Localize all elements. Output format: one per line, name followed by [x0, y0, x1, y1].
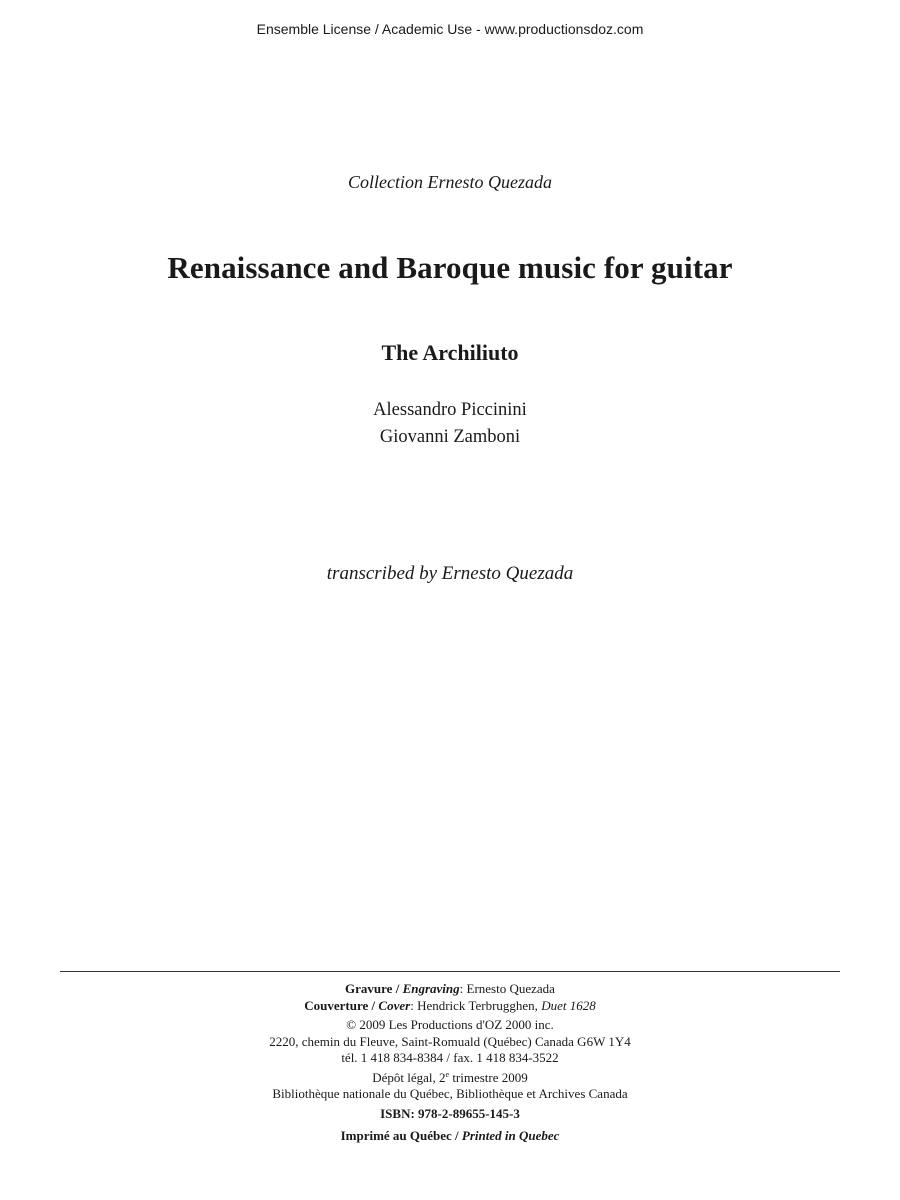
- printed-label-fr: Imprimé au Québec: [340, 1128, 452, 1143]
- license-header: Ensemble License / Academic Use - www.productionsdoz.com: [256, 21, 644, 37]
- legal-deposit-prefix: Dépôt légal, 2: [372, 1069, 446, 1085]
- engraving-label-fr: Gravure: [345, 981, 393, 996]
- cover-work: Duet 1628: [541, 997, 596, 1013]
- isbn: ISBN: 978-2-89655-145-3: [380, 1105, 520, 1121]
- engraving-value: : Ernesto Quezada: [459, 981, 555, 996]
- page-title: Renaissance and Baroque music for guitar: [167, 250, 733, 285]
- cover-label-fr: Couverture: [304, 997, 369, 1013]
- libraries: Bibliothèque nationale du Québec, Bibliothèque et Archives Canada: [272, 1086, 628, 1101]
- transcriber-credit: transcribed by Ernesto Quezada: [326, 563, 574, 584]
- publisher-phone: tél. 1 418 834-8384 / fax. 1 418 834-3522: [341, 1050, 559, 1065]
- printed-separator: /: [451, 1128, 462, 1143]
- engraving-label-en: Engraving: [402, 981, 460, 996]
- printed-in: [0, 1128, 900, 1145]
- legal-deposit-suffix: trimestre 2009: [449, 1069, 528, 1085]
- credits-block: [0, 981, 900, 1145]
- engraving-credit: [0, 981, 900, 998]
- legal-deposit-sup: e: [445, 1069, 450, 1079]
- cover-separator: /: [368, 997, 379, 1013]
- legal-deposit: [0, 1070, 900, 1087]
- copyright: © 2009 Les Productions d'OZ 2000 inc.: [346, 1017, 554, 1032]
- cover-value: : Hendrick Terbrugghen,: [410, 997, 542, 1013]
- cover-label-en: Cover: [378, 997, 411, 1013]
- collection-name: Collection Ernesto Quezada: [348, 172, 552, 192]
- engraving-separator: /: [392, 981, 403, 996]
- divider: [60, 971, 840, 972]
- composer-name: Giovanni Zamboni: [379, 427, 521, 447]
- printed-label-en: Printed in Quebec: [461, 1128, 560, 1143]
- cover-credit: [0, 998, 900, 1015]
- composer-name: Alessandro Piccinini: [373, 400, 527, 420]
- publisher-address: 2220, chemin du Fleuve, Saint-Romuald (Québec) Canada G6W 1Y4: [269, 1033, 631, 1049]
- subtitle: The Archiliuto: [381, 340, 519, 365]
